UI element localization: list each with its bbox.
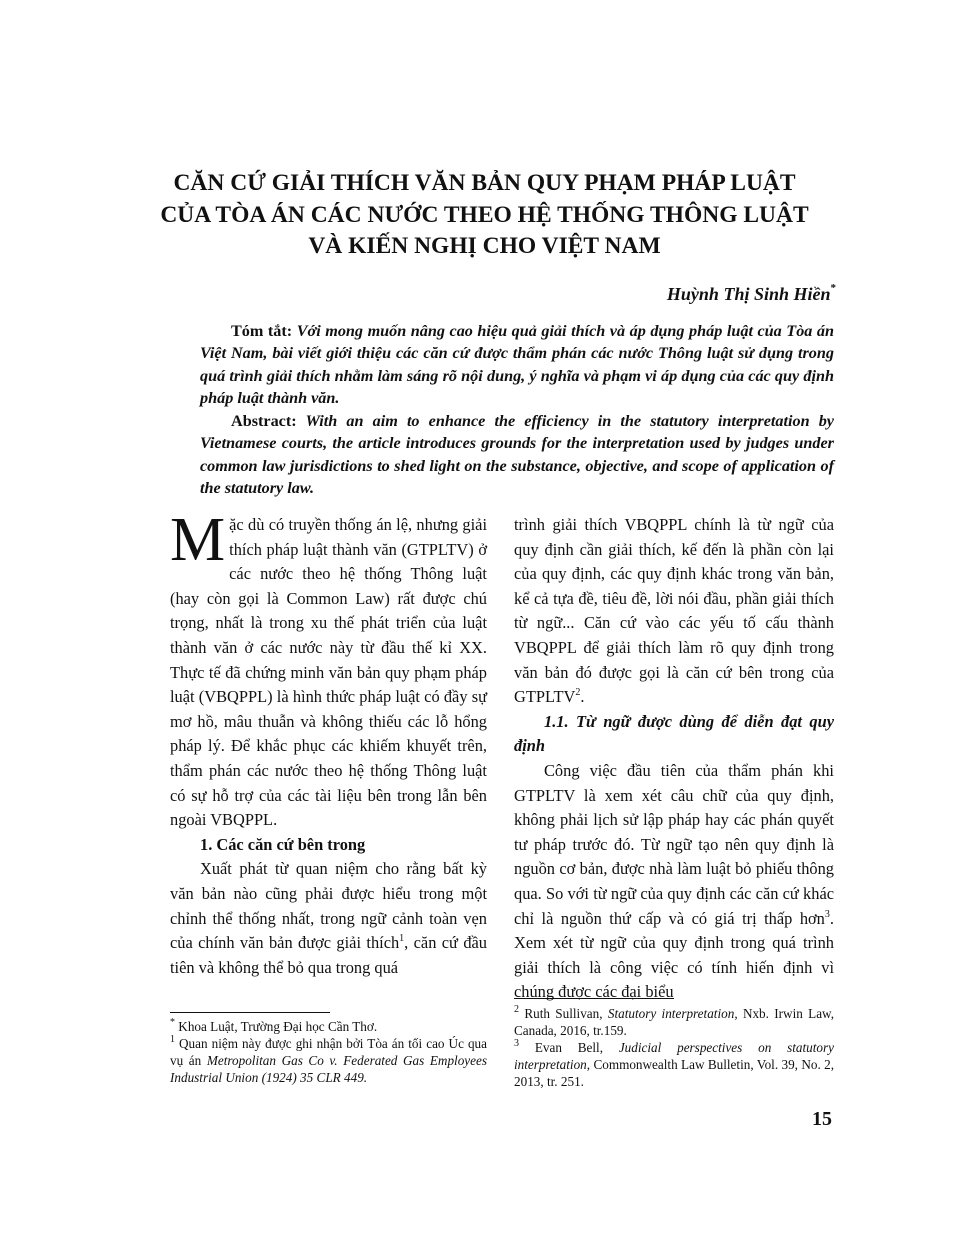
right-paragraph-1-tail: . <box>580 687 585 707</box>
right-paragraph-2-text-a: Công việc đầu tiên của thẩm phán khi GTPLTV là xem xét câu chữ của quy định, không phải lịch sử lập pháp hay các phán quyết tư pháp trước đó. Từ ngữ tạo nên quy định là nguồn cơ bản, được nhà làm luật bỏ phiếu thông qua. So với từ ngữ của quy định các căn cứ khác chỉ là nguồn thứ cấp và có giá trị thấp hơn <box>514 760 834 928</box>
title-line-2: CỦA TÒA ÁN CÁC NƯỚC THEO HỆ THỐNG THÔNG LUẬT <box>160 201 809 228</box>
footnote-author-text: Khoa Luật, Trường Đại học Cần Thơ. <box>178 1019 378 1034</box>
footnote-2-publisher: , Nxb. Irwin Law, Canada, 2016, tr.159. <box>514 1006 835 1038</box>
footnote-ref-2[interactable]: 2 <box>575 687 581 699</box>
summary-vi-label: Tóm tắt: <box>231 322 293 340</box>
author-footnote-mark: * <box>830 282 836 294</box>
title-line-3: VÀ KIẾN NGHỊ CHO VIỆT NAM <box>308 233 661 259</box>
article-title <box>120 168 849 263</box>
footnote-3-mark: 3 <box>514 1038 519 1049</box>
left-paragraph-2-text: Xuất phát từ quan niệm cho rằng bất kỳ văn bản nào cũng phải được hiểu trong một chỉnh thể thống nhất, trong ngữ cảnh toàn vẹn của chính văn bản được giải thích <box>170 859 487 953</box>
footnote-author-mark: * <box>170 1017 175 1028</box>
summary-english <box>200 410 834 499</box>
right-paragraph-1-text: trình giải thích VBQPPL chính là từ ngữ của quy định cần giải thích, kế đến là phần còn lại của quy định, các quy định khác trong văn bản, kể cả tựa đề, tiêu đề, lời nói đầu, phần giải thích từ ngữ... Căn cứ vào các yếu tố cấu thành VBQPPL để giải thích làm rõ quy định trong văn bản đó được gọi là căn cứ bên trong của GTPLTV <box>514 515 834 707</box>
section-heading-1-text: 1. Các căn cứ bên trong <box>200 834 366 854</box>
footnote-3-source: , Commonwealth Law Bulletin, Vol. 39, No. 2, 2013, tr. 251. <box>514 1057 834 1089</box>
intro-text: ặc dù có truyền thống án lệ, nhưng giải thích pháp luật thành văn (GTPLTV) ở các nước theo hệ thống Thông luật (hay còn gọi là Common Law) rất được chú trọng, nhất là trong xu thế phát triển của luật thành văn ở các nước này từ đầu thế kỉ XX. Thực tế đã chứng minh văn bản quy phạm pháp luật (VBQPPL) là hình thức pháp luật có đầy sự mơ hồ, mâu thuẫn và không thiếu các lỗ hổng pháp lý. Để khắc phục các khiếm khuyết trên, thẩm phán các nước theo hệ thống Thông luật có sự hỗ trợ của các tài liệu bên trong lẫn bên ngoài VBQPPL. <box>170 515 487 830</box>
footnote-2-author: Ruth Sullivan, <box>524 1006 608 1021</box>
footnote-ref-3[interactable]: 3 <box>824 908 830 920</box>
summary-en-text: With an aim to enhance the efficiency in the statutory interpretation by Vietnamese courts, the article introduces grounds for the interpretation used by judges under common law jurisdictions to shed light on the substance, objective, and scope of application of the statutory law. <box>200 412 834 497</box>
right-column <box>514 513 834 1005</box>
author-name <box>667 284 836 305</box>
section-heading-1 <box>170 833 487 858</box>
right-paragraph-1 <box>514 513 834 710</box>
footnote-3 <box>514 1039 834 1090</box>
footnote-1 <box>170 1035 487 1086</box>
drop-cap: M <box>170 506 226 574</box>
footnote-2-title: Statutory interpretation <box>607 1006 735 1021</box>
footnote-ref-1[interactable]: 1 <box>399 933 405 945</box>
intro-paragraph <box>170 506 487 833</box>
summary-en-label: Abstract: <box>231 412 297 430</box>
summary-vi-text: Với mong muốn nâng cao hiệu quả giải thích và áp dụng pháp luật của Tòa án Việt Nam, bài viết giới thiệu các căn cứ được thẩm phán các nước Thông luật sử dụng trong quá trình giải thích nhằm làm sáng rõ nội dung, ý nghĩa và phạm vi áp dụng của các quy định pháp luật thành văn. <box>200 322 835 407</box>
footnote-2-mark: 2 <box>514 1004 519 1015</box>
footnotes-left <box>170 1018 487 1086</box>
footnote-divider-left <box>170 1012 330 1013</box>
title-line-1: CĂN CỨ GIẢI THÍCH VĂN BẢN QUY PHẠM PHÁP LUẬT <box>173 170 796 196</box>
left-paragraph-2-tail: , căn cứ đầu tiên và không thể bỏ qua trong quá <box>170 933 487 977</box>
footnote-3-title: Judicial perspectives on statutory interpretation <box>514 1040 834 1072</box>
summary-vietnamese <box>200 320 834 409</box>
right-paragraph-2-text-b: . Xem xét từ ngữ của quy định trong quá trình giải thích là công việc có tính hiến định vì chúng được các đại biểu <box>514 908 834 1002</box>
footnote-1-text: Quan niệm này được ghi nhận bởi Tòa án tối cao Úc qua vụ án <box>170 1036 488 1068</box>
footnote-divider-right <box>514 998 674 999</box>
footnote-1-mark: 1 <box>170 1034 175 1045</box>
footnote-3-author: Evan Bell, <box>534 1040 619 1055</box>
author-name-text: Huỳnh Thị Sinh Hiền <box>666 284 831 304</box>
footnote-author <box>170 1018 487 1035</box>
right-paragraph-2 <box>514 759 834 1005</box>
footnotes-right <box>514 1005 834 1090</box>
subsection-heading <box>514 710 834 759</box>
subsection-heading-text: 1.1. Từ ngữ được dùng để diễn đạt quy định <box>514 711 834 756</box>
page-number: 15 <box>812 1108 832 1130</box>
left-column <box>170 506 487 980</box>
footnote-1-case: Metropolitan Gas Co v. Federated Gas Employees Industrial Union (1924) 35 CLR 449. <box>170 1053 487 1085</box>
left-paragraph-2 <box>170 857 487 980</box>
footnote-2 <box>514 1005 834 1039</box>
